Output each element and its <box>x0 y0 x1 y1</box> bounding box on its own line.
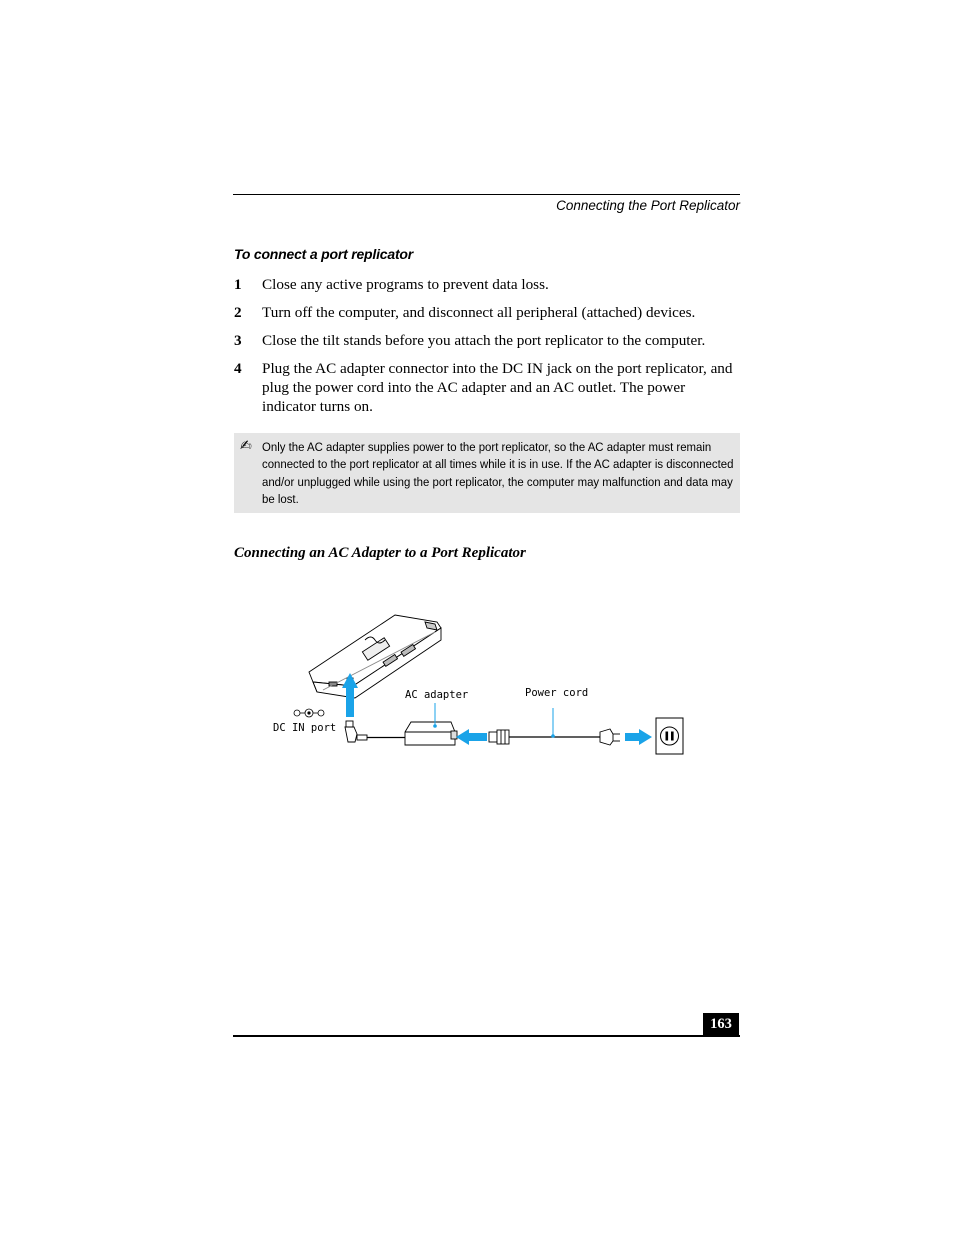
list-item <box>234 276 740 295</box>
power-cord-label: Power cord <box>525 687 589 699</box>
cord-connector-illustration <box>489 730 600 744</box>
ac-adapter-label: AC adapter <box>405 689 469 701</box>
note-text: Only the AC adapter supplies power to the port replicator, so the AC adapter must remain connected to the port replicator at all times while it is in use. If the AC adapter is disconnected and/or unplugged while using the port replicator, the computer may malfunction and data may be lost. <box>262 440 734 507</box>
running-header: Connecting the Port Replicator <box>556 198 740 213</box>
wall-plug-illustration <box>600 729 620 745</box>
list-item <box>234 332 740 351</box>
ac-adapter-illustration <box>405 722 457 745</box>
dc-in-port-label: DC IN port <box>273 722 337 734</box>
diagram-illustration <box>265 600 695 765</box>
step-text: Turn off the computer, and disconnect all peripheral (attached) devices. <box>262 304 696 322</box>
step-number: 2 <box>234 304 242 322</box>
header-rule <box>233 194 740 195</box>
section-title: To connect a port replicator <box>234 246 414 262</box>
step-text: Close any active programs to prevent data loss. <box>262 276 549 293</box>
footer-rule <box>233 1035 740 1037</box>
dc-plug-illustration <box>345 721 405 742</box>
step-text: Close the tilt stands before you attach the port replicator to the computer. <box>262 332 706 350</box>
polarity-symbol-icon <box>294 709 324 717</box>
port-replicator-illustration <box>309 615 441 698</box>
steps-list <box>234 276 740 426</box>
step-number: 4 <box>234 360 242 378</box>
page-number: 163 <box>703 1013 739 1037</box>
step-number: 3 <box>234 332 242 350</box>
wall-outlet-icon <box>656 718 683 754</box>
arrow-right-icon <box>625 729 652 745</box>
connection-diagram <box>265 600 695 765</box>
list-item <box>234 360 740 416</box>
arrow-left-icon <box>456 729 487 745</box>
list-item <box>234 304 740 323</box>
figure-title: Connecting an AC Adapter to a Port Replicator <box>234 545 526 561</box>
step-number: 1 <box>234 276 242 293</box>
note-box <box>234 433 740 513</box>
note-pencil-icon: ✍ <box>240 438 252 454</box>
step-text: Plug the AC adapter connector into the DC IN jack on the port replicator, and plug the power cord into the AC adapter and an AC outlet. The power indicator turns on. <box>262 360 733 415</box>
